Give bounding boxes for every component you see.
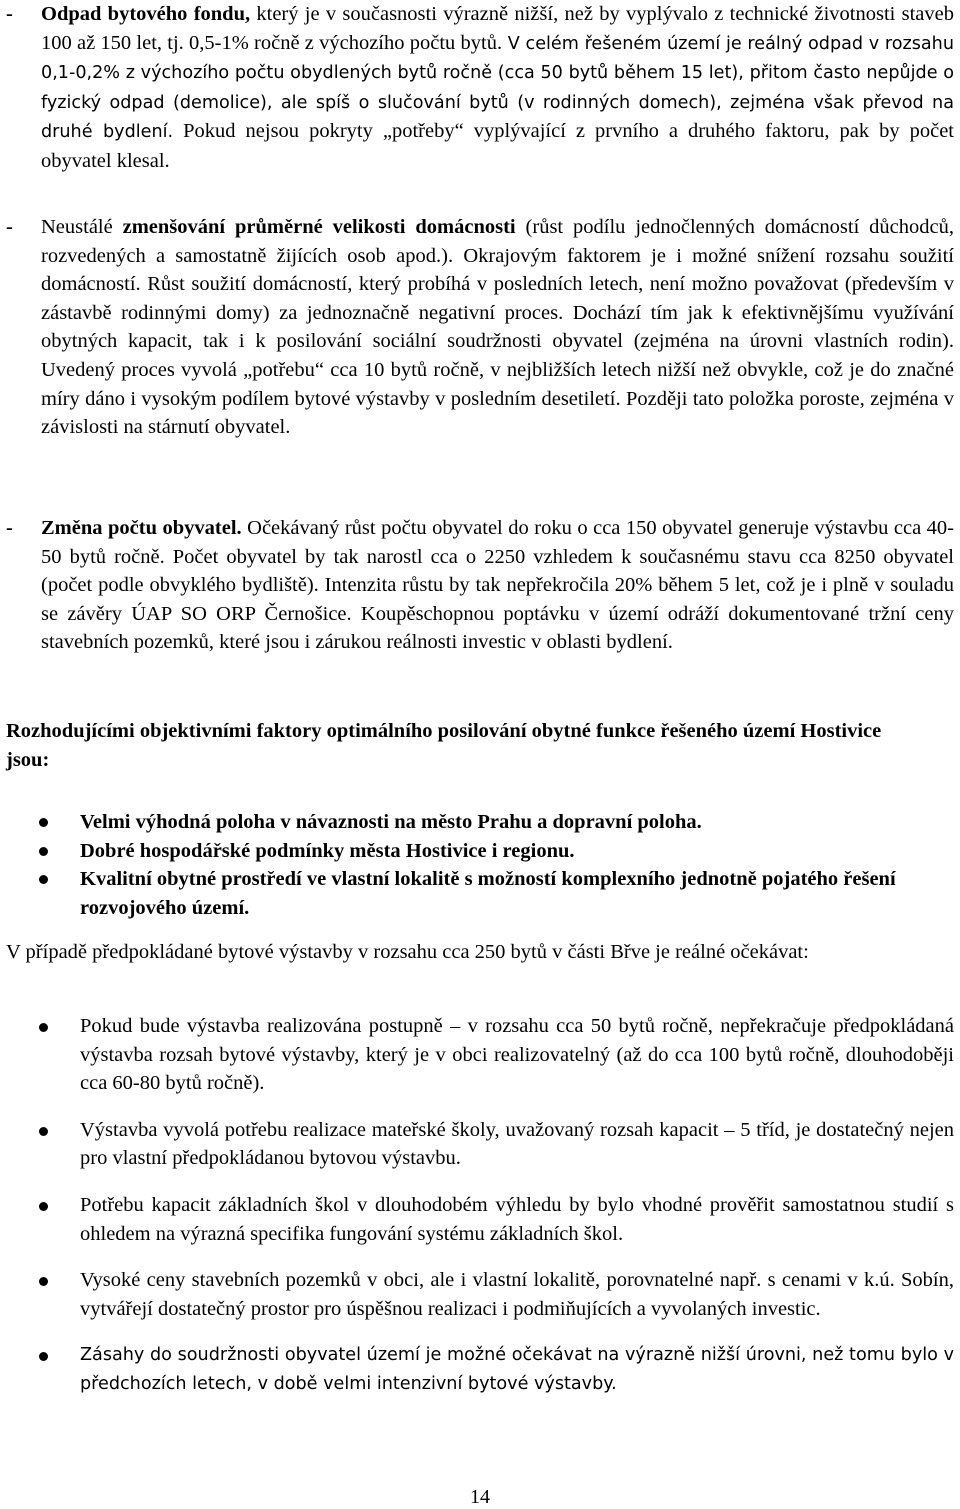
dash-item-body (41, 514, 954, 657)
dash-item-household-size (0, 213, 960, 442)
dash-item-housing-loss (0, 0, 960, 176)
list-item-text: Pokud bude výstavba realizována postupně – v rozsahu cca 50 bytů ročně, nepřekračuje předpokládaná výstavba rozsah bytové výstavby, který je v obci realizovatelný (až do cca 100 bytů ročně, dlouhodoběji cca 60-80 bytů ročně). (80, 1015, 954, 1095)
dash-item-lead: zmenšování průměrné velikosti domácnosti (122, 216, 516, 238)
bold-bullet-list (0, 808, 960, 922)
list-item-text: Výstavba vyvolá potřebu realizace mateřské školy, uvažovaný rozsah kapacit – 5 tříd, je dostatečný nejen pro vlastní předpokládanou bytovou výstavbu. (80, 1118, 954, 1170)
list-item (0, 1116, 960, 1173)
dash-item-body (41, 213, 954, 442)
bullet-icon (39, 1127, 48, 1136)
dash-item-population-change (0, 514, 960, 657)
list-item (0, 865, 960, 922)
bullet-icon (39, 1023, 48, 1032)
list-item (0, 1341, 960, 1398)
bullet-icon (39, 1352, 48, 1361)
dash-item-text: Očekávaný růst počtu obyvatel do roku o cca 150 obyvatel generuje výstavbu cca 40-50 bytů ročně. Počet obyvatel by tak narostl cca o 2250 vzhledem k současnému stavu cca 8250 obyvatel (počet podle obvyklého bydliště). Intenzita růstu by tak nepřekročila 20% během 5 let, což je i plně v souladu se závěry ÚAP SO ORP Černošice. Koupěschopnou poptávku v území odráží dokumentované tržní ceny stavebních pozemků, které jsou i zárukou reálnosti investic v oblasti bydlení. (41, 517, 954, 654)
dash-item-text: který je v současnosti výrazně nižší, než by vyplývalo z technické životnosti staveb 100 až 150 let, tj. 0,5-1% ročně z výchozího počtu bytů. (41, 3, 954, 54)
list-item-text: Kvalitní obytné prostředí ve vlastní lokalitě s možností komplexního jednotně pojatého řešení rozvojového území. (80, 868, 896, 919)
list-item (0, 837, 960, 866)
bullet-icon (39, 875, 48, 884)
page-number: 14 (470, 1486, 490, 1508)
dash-item-lead: Změna počtu obyvatel. (41, 517, 242, 539)
dash-item-text: Neustálé (41, 216, 123, 238)
bullet-icon (39, 1202, 48, 1211)
dash-item-text: Pokud nejsou pokryty „potřeby“ vyplývající z prvního a druhého faktoru, pak by počet obyvatel klesal. (41, 120, 954, 172)
dash-marker: - (6, 517, 13, 539)
list-item-text: Velmi výhodná poloha v návaznosti na město Prahu a dopravní poloha. (80, 811, 702, 833)
dash-item-text: (růst podílu jednočlenných domácností důchodců, rozvedených a samostatně žijících osob apod.). Okrajovým faktorem je i možné snížení rozsahu soužití domácností. (41, 216, 954, 296)
list-item-text: Vysoké ceny stavebních pozemků v obci, ale i vlastní lokalitě, porovnatelné např. s cenami v k.ú. Sobín, vytvářejí dostatečný prostor pro úspěšnou realizaci i podmiňujících a vyvolaných investic. (80, 1269, 954, 1320)
bullet-list (0, 1012, 960, 1417)
bullet-icon (39, 847, 48, 856)
dash-marker: - (6, 3, 13, 25)
paragraph: V případě předpokládané bytové výstavby v rozsahu cca 250 bytů v části Břve je reálné očekávat: (6, 941, 809, 963)
dash-item-body (41, 0, 954, 176)
list-item (0, 1266, 960, 1323)
list-item-text: Zásahy do soudržnosti obyvatel území je možné očekávat na výrazně nižší úrovni, než tomu bylo v předchozích letech, v době velmi intenzivní bytové výstavby. (80, 1345, 954, 1394)
list-item (0, 1191, 960, 1248)
dash-marker: - (6, 216, 13, 238)
dash-item-lead: Odpad bytového fondu, (41, 3, 251, 25)
list-item-text: Potřebu kapacit základních škol v dlouhodobém výhledu by bylo vhodné prověřit samostatnou studií s ohledem na výrazná specifika fungování systému základních škol. (80, 1193, 954, 1245)
dash-item-text: V celém řešeném území je reálný odpad v rozsahu 0,1-0,2% z výchozího počtu obydlených bytů ročně (cca 50 bytů během 15 let), přitom často nepůjde o fyzický odpad (demolice), ale spíš o slučování bytů (v rodinných domech), zejména však převod na druhé bydlení. (41, 33, 954, 143)
dash-item-text: Růst soužití domácností, který probíhá v posledních letech, není možno považovat (především v zástavbě rodinnými domy) za jednoznačně negativní proces. Dochází tím jak k efektivnějšímu využívání obytných kapacit, tak i k posilování sociální soudržnosti obyvatel (zejména na úrovni vlastních rodin). Uvedený proces vyvolá „potřebu“ cca 10 bytů ročně, v nejbližších letech nižší než obvykle, což je do značné míry dáno i vysokým podílem bytové výstavby v posledním desetiletí. Později tato položka poroste, zejména v závislosti na stárnutí obyvatel. (41, 273, 954, 439)
bullet-icon (39, 1277, 48, 1286)
list-item (0, 1012, 960, 1098)
bullet-icon (39, 818, 48, 827)
list-item-text: Dobré hospodářské podmínky města Hostivice i regionu. (80, 839, 575, 862)
section-heading: Rozhodujícími objektivními faktory optimálního posilování obytné funkce řešeného území Hostivice jsou: (6, 720, 882, 771)
list-item (0, 808, 960, 837)
